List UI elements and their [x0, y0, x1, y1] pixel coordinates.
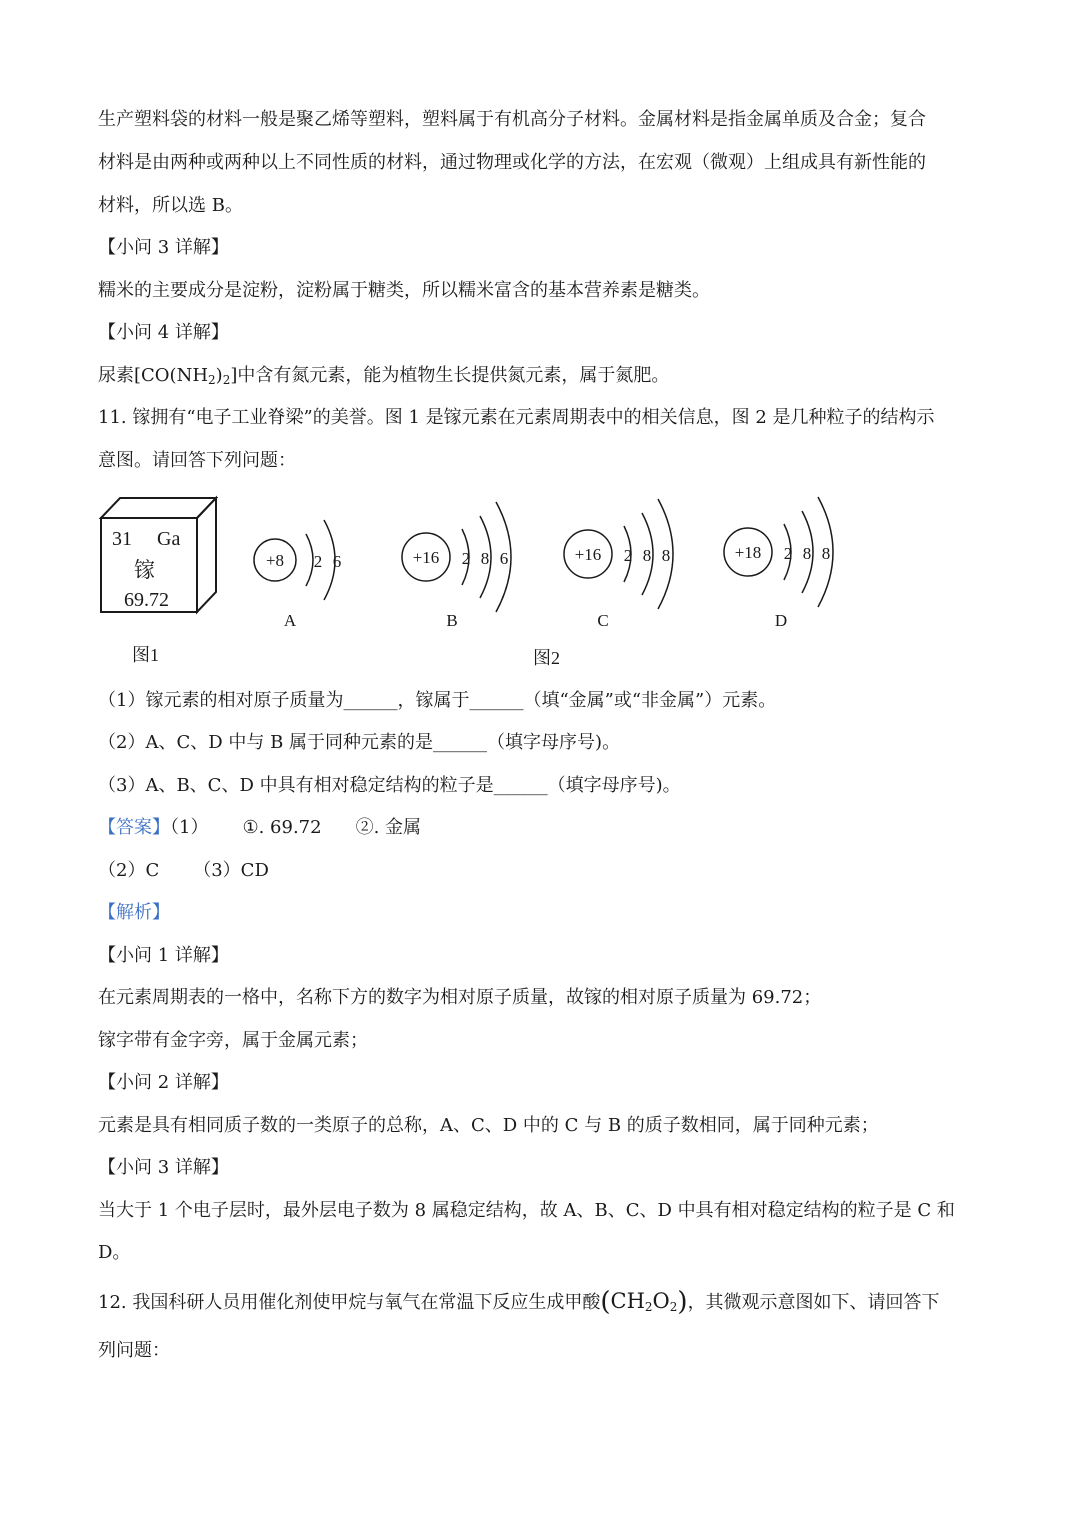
urea-text-pre: 尿素[CO(NH — [98, 365, 209, 386]
answer-part-3: （3）CD — [193, 860, 269, 881]
formula-sub-2: 2 — [669, 1300, 678, 1314]
explanation-line: D。 — [98, 1242, 131, 1263]
figure-1-caption: 图1 — [132, 645, 159, 665]
particle-label: B — [446, 611, 458, 630]
nucleus-charge: +16 — [412, 548, 440, 567]
analysis-tag: 【解析】 — [98, 902, 170, 923]
question-11-sub-1: （1）镓元素的相对原子质量为______，镓属于______（填“金属”或“非金属”）元素。 — [98, 690, 777, 711]
shell-electron-count: 2 — [313, 552, 323, 571]
particle-label: C — [597, 611, 609, 630]
answer-line-2 — [98, 859, 269, 883]
formula-paren-close: ) — [677, 1287, 688, 1317]
answer-2-value: ②. 金属 — [355, 817, 422, 838]
cube-side-face — [197, 498, 216, 612]
shell-electron-count: 8 — [642, 546, 652, 565]
formula-sub-1: 2 — [644, 1300, 653, 1314]
explanation-line: 在元素周期表的一格中，名称下方的数字为相对原子质量，故镓的相对原子质量为 69.72； — [98, 987, 822, 1008]
question-12-text-pre: 12. 我国科研人员用催化剂使甲烷与氧气在常温下反应生成甲酸 — [98, 1292, 601, 1313]
element-name: 镓 — [134, 558, 155, 582]
question-12-text-post: ，其微观示意图如下、请回答下 — [687, 1292, 940, 1313]
particle-label: D — [774, 611, 788, 630]
shell-electron-count: 6 — [499, 549, 509, 568]
text-line: 生产塑料袋的材料一般是聚乙烯等塑料，塑料属于有机高分子材料。金属材料是指金属单质及合金；复合 — [98, 109, 926, 130]
atomic-mass: 69.72 — [124, 589, 169, 611]
particle-b — [402, 502, 511, 630]
answer-part-2: （2）C — [98, 860, 160, 881]
figure-2-particle-diagrams — [240, 494, 850, 674]
answer-tag: 【答案】 — [98, 817, 170, 838]
text-line: 材料，所以选 B。 — [98, 195, 243, 216]
explanation-line: 镓字带有金字旁，属于金属元素； — [98, 1030, 368, 1051]
shell-electron-count: 8 — [661, 546, 671, 565]
text-line: 糯米的主要成分是淀粉，淀粉属于糖类，所以糯米富含的基本营养素是糖类。 — [98, 280, 710, 301]
question-12-stem — [98, 1289, 940, 1319]
explanation-line: 元素是具有相同质子数的一类原子的总称，A、C、D 中的 C 与 B 的质子数相同，属于同种元素； — [98, 1115, 879, 1136]
section-heading: 【小问 4 详解】 — [98, 322, 229, 343]
answer-1-value: ①. 69.72 — [242, 817, 322, 838]
shell-electron-count: 2 — [461, 549, 471, 568]
urea-text-post: ]中含有氮元素，能为植物生长提供氮元素，属于氮肥。 — [230, 365, 670, 386]
particle-c — [564, 499, 673, 630]
urea-text-mid: ) — [215, 365, 223, 386]
question-11-sub-3: （3）A、B、C、D 中具有相对稳定结构的粒子是______（填字母序号)。 — [98, 775, 681, 796]
electron-shell-arc — [306, 534, 313, 586]
section-heading: 【小问 2 详解】 — [98, 1072, 229, 1093]
answer-part-1: （1） — [170, 817, 209, 838]
section-heading: 【小问 3 详解】 — [98, 1157, 229, 1178]
answer-line — [98, 816, 421, 840]
text-line-urea — [98, 364, 669, 392]
shell-electron-count: 8 — [802, 544, 812, 563]
element-symbol: Ga — [157, 528, 181, 550]
shell-electron-count: 8 — [821, 544, 831, 563]
text-line: 材料是由两种或两种以上不同性质的材料，通过物理或化学的方法，在宏观（微观）上组成具有新性能的 — [98, 152, 926, 173]
section-heading: 【小问 1 详解】 — [98, 945, 229, 966]
formula-ch: CH — [610, 1289, 645, 1313]
nucleus-charge: +16 — [574, 545, 602, 564]
urea-sub-2: 2 — [222, 373, 231, 387]
section-heading: 【小问 3 详解】 — [98, 237, 229, 258]
particle-a — [254, 520, 341, 630]
shell-electron-count: 2 — [623, 546, 633, 565]
particle-d — [724, 497, 833, 630]
urea-sub-1: 2 — [208, 373, 216, 387]
explanation-line: 当大于 1 个电子层时，最外层电子数为 8 属稳定结构，故 A、B、C、D 中具有相对稳定结构的粒子是 C 和 — [98, 1200, 955, 1221]
figure-2-caption: 图2 — [533, 648, 560, 668]
question-11-sub-2: （2）A、C、D 中与 B 属于同种元素的是______（填字母序号)。 — [98, 732, 621, 753]
formula-o: O — [652, 1289, 670, 1313]
formula-paren-open: ( — [600, 1287, 611, 1317]
shell-electron-count: 8 — [480, 549, 490, 568]
atomic-number: 31 — [112, 528, 132, 550]
question-12-stem: 列问题： — [98, 1340, 170, 1361]
nucleus-charge: +8 — [265, 551, 285, 570]
shell-electron-count: 6 — [332, 552, 342, 571]
figure-1-periodic-cell — [96, 494, 224, 674]
question-11-stem: 意图。请回答下列问题： — [98, 450, 296, 471]
shell-electron-count: 2 — [783, 544, 793, 563]
particle-label: A — [283, 611, 297, 630]
question-11-stem: 11. 镓拥有“电子工业脊梁”的美誉。图 1 是镓元素在元素周期表中的相关信息，图 2 是几种粒子的结构示 — [98, 407, 935, 428]
nucleus-charge: +18 — [734, 543, 762, 562]
